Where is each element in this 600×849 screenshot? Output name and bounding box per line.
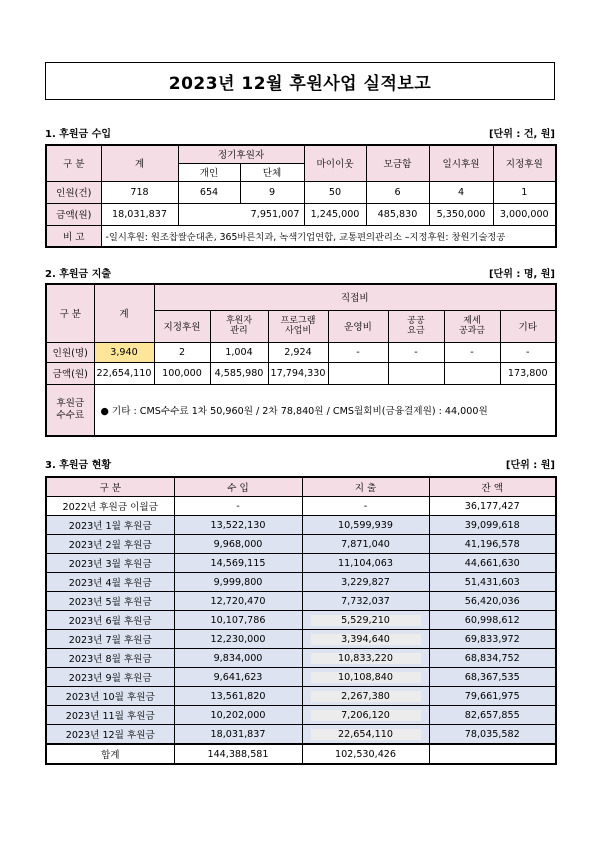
income-mogeum-header: 모금함	[366, 145, 429, 181]
status-row	[46, 668, 556, 687]
income-remark: -일시후원: 원조찹쌀순대촌, 365바른치과, 녹색기업연합, 교통편의관리소 –지정후원: 창원기술정공	[101, 225, 556, 247]
income-count-group: 9	[240, 181, 304, 203]
status-row-income: 13,561,820	[174, 687, 302, 706]
report-title-box	[45, 62, 555, 100]
expense-amount-etc: 173,800	[500, 362, 556, 384]
income-total-header: 계	[101, 145, 178, 181]
status-row-expense-value: 2,267,380	[311, 691, 421, 702]
expense-count-operating: -	[328, 342, 388, 362]
expense-total-header: 계	[94, 284, 154, 342]
status-total-label: 합계	[46, 744, 174, 764]
status-row-balance: 44,661,630	[429, 554, 556, 573]
status-row	[46, 592, 556, 611]
status-row-balance: 51,431,603	[429, 573, 556, 592]
expense-amount-program: 17,794,330	[268, 362, 328, 384]
status-total-expense: 102,530,426	[302, 744, 429, 764]
section1-heading: 1. 후원금 수입	[45, 129, 112, 140]
income-count-total: 718	[101, 181, 178, 203]
expense-count-jijeong: 2	[154, 342, 210, 362]
status-row-label: 2023년 2월 후원금	[46, 535, 174, 554]
status-row	[46, 649, 556, 668]
expense-count-utility: -	[388, 342, 444, 362]
section3-heading: 3. 후원금 현황	[45, 460, 112, 471]
status-row-income: 14,569,115	[174, 554, 302, 573]
status-row-expense	[302, 611, 429, 630]
status-row	[46, 725, 556, 745]
status-row-balance: 79,661,975	[429, 687, 556, 706]
expense-etc-header: 기타	[500, 310, 556, 342]
expense-count-label: 인원(명)	[46, 342, 94, 362]
status-row-income: 12,720,470	[174, 592, 302, 611]
income-amount-mogeum: 485,830	[366, 203, 429, 225]
status-row-balance: 82,657,855	[429, 706, 556, 725]
income-jijeong-header: 지정후원	[493, 145, 556, 181]
status-row	[46, 706, 556, 725]
income-count-label: 인원(건)	[46, 181, 101, 203]
status-row-income: 9,968,000	[174, 535, 302, 554]
status-row-income: 13,522,130	[174, 516, 302, 535]
status-row	[46, 573, 556, 592]
status-row-expense: 7,871,040	[302, 535, 429, 554]
income-count-ilsi: 4	[429, 181, 493, 203]
income-gubun-header: 구 분	[46, 145, 101, 181]
income-amount-ilsi: 5,350,000	[429, 203, 493, 225]
status-row-balance: 56,420,036	[429, 592, 556, 611]
status-row-label: 2023년 10월 후원금	[46, 687, 174, 706]
expense-amount-jijeong: 100,000	[154, 362, 210, 384]
status-row-balance: 36,177,427	[429, 497, 556, 516]
income-amount-total: 18,031,837	[101, 203, 178, 225]
expense-amount-label: 금액(원)	[46, 362, 94, 384]
status-header-gubun: 구 분	[46, 477, 174, 497]
status-row-label: 2023년 9월 후원금	[46, 668, 174, 687]
status-row-expense: 11,104,063	[302, 554, 429, 573]
status-row-income: 9,999,800	[174, 573, 302, 592]
status-row-label: 2023년 8월 후원금	[46, 649, 174, 668]
section1-header	[45, 125, 555, 140]
status-row-expense: 3,229,827	[302, 573, 429, 592]
expense-table	[45, 283, 557, 437]
status-row-expense	[302, 630, 429, 649]
status-row-expense	[302, 687, 429, 706]
status-header-income: 수 입	[174, 477, 302, 497]
income-count-myiou: 50	[304, 181, 366, 203]
status-total-income: 144,388,581	[174, 744, 302, 764]
expense-count-total: 3,940	[94, 342, 154, 362]
section3-unit: [단위 : 원]	[505, 460, 555, 471]
status-row-label: 2023년 4월 후원금	[46, 573, 174, 592]
expense-amount-utility	[388, 362, 444, 384]
status-row	[46, 554, 556, 573]
income-table	[45, 144, 557, 248]
status-row-income: 18,031,837	[174, 725, 302, 745]
status-row-expense: 10,599,939	[302, 516, 429, 535]
status-row-label: 2023년 6월 후원금	[46, 611, 174, 630]
status-row-income: 9,641,623	[174, 668, 302, 687]
status-row-balance: 60,998,612	[429, 611, 556, 630]
income-myiou-header: 마이이웃	[304, 145, 366, 181]
income-amount-regular: 7,951,007	[178, 203, 304, 225]
status-row-income: -	[174, 497, 302, 516]
expense-utility-header: 공공 요금	[388, 310, 444, 342]
status-row-expense-value: 10,108,840	[311, 672, 421, 683]
status-table	[45, 476, 557, 765]
expense-count-program: 2,924	[268, 342, 328, 362]
status-row-expense	[302, 706, 429, 725]
status-row-balance: 69,833,972	[429, 630, 556, 649]
status-total-balance	[429, 744, 556, 764]
status-row-income: 10,107,786	[174, 611, 302, 630]
expense-count-etc: -	[500, 342, 556, 362]
status-row-label: 2023년 7월 후원금	[46, 630, 174, 649]
status-row-balance: 41,196,578	[429, 535, 556, 554]
status-row-balance: 68,834,752	[429, 649, 556, 668]
section3-header	[45, 456, 555, 471]
income-remark-label: 비 고	[46, 225, 101, 247]
expense-program-header: 프로그램 사업비	[268, 310, 328, 342]
status-row	[46, 535, 556, 554]
status-row-expense: -	[302, 497, 429, 516]
income-amount-label: 금액(원)	[46, 203, 101, 225]
status-row-label: 2023년 3월 후원금	[46, 554, 174, 573]
status-row-label: 2023년 5월 후원금	[46, 592, 174, 611]
expense-count-tax: -	[444, 342, 500, 362]
status-row-expense	[302, 668, 429, 687]
expense-jijeong-header: 지정후원	[154, 310, 210, 342]
status-row-expense	[302, 649, 429, 668]
expense-amount-operating	[328, 362, 388, 384]
status-row-label: 2023년 12월 후원금	[46, 725, 174, 745]
expense-fee-label: 후원금 수수료	[46, 384, 94, 436]
expense-count-donor-mgmt: 1,004	[210, 342, 268, 362]
status-row-balance: 78,035,582	[429, 725, 556, 745]
expense-fee-text: ● 기타 : CMS수수료 1차 50,960원 / 2차 78,840원 / CMS월회비(금융결제원) : 44,000원	[94, 384, 556, 436]
expense-direct-header: 직접비	[154, 284, 556, 310]
status-row	[46, 497, 556, 516]
income-count-mogeum: 6	[366, 181, 429, 203]
status-header-balance: 잔 액	[429, 477, 556, 497]
status-row-label: 2023년 11월 후원금	[46, 706, 174, 725]
status-row-expense-value: 10,833,220	[311, 653, 421, 664]
income-individual-header: 개인	[178, 163, 240, 181]
status-header-expense: 지 출	[302, 477, 429, 497]
status-row-income: 12,230,000	[174, 630, 302, 649]
expense-gubun-header: 구 분	[46, 284, 94, 342]
status-row-expense	[302, 725, 429, 745]
status-row-expense-value: 5,529,210	[311, 615, 421, 626]
income-count-jijeong: 1	[493, 181, 556, 203]
status-row-income: 10,202,000	[174, 706, 302, 725]
status-row	[46, 630, 556, 649]
status-row-expense-value: 22,654,110	[311, 729, 421, 740]
status-row-balance: 68,367,535	[429, 668, 556, 687]
status-row	[46, 687, 556, 706]
expense-tax-header: 제세 공과금	[444, 310, 500, 342]
expense-amount-total: 22,654,110	[94, 362, 154, 384]
section2-heading: 2. 후원금 지출	[45, 269, 112, 280]
section1-unit: [단위 : 건, 원]	[488, 129, 555, 140]
expense-donor-mgmt-header: 후원자 관리	[210, 310, 268, 342]
income-ilsi-header: 일시후원	[429, 145, 493, 181]
status-row-expense: 7,732,037	[302, 592, 429, 611]
status-row-label: 2023년 1월 후원금	[46, 516, 174, 535]
expense-operating-header: 운영비	[328, 310, 388, 342]
status-row-expense-value: 7,206,120	[311, 710, 421, 721]
status-row-income: 9,834,000	[174, 649, 302, 668]
section2-header	[45, 265, 555, 280]
income-amount-myiou: 1,245,000	[304, 203, 366, 225]
status-row-expense-value: 3,394,640	[311, 634, 421, 645]
expense-amount-tax	[444, 362, 500, 384]
report-title: 2023년 12월 후원사업 실적보고	[168, 73, 432, 94]
income-group-header: 단체	[240, 163, 304, 181]
income-amount-jijeong: 3,000,000	[493, 203, 556, 225]
status-row-label: 2022년 후원금 이월금	[46, 497, 174, 516]
status-row-balance: 39,099,618	[429, 516, 556, 535]
section2-unit: [단위 : 명, 원]	[488, 269, 555, 280]
status-row	[46, 516, 556, 535]
status-row	[46, 611, 556, 630]
income-regular-header: 정기후원자	[178, 145, 304, 163]
expense-amount-donor-mgmt: 4,585,980	[210, 362, 268, 384]
income-count-individual: 654	[178, 181, 240, 203]
